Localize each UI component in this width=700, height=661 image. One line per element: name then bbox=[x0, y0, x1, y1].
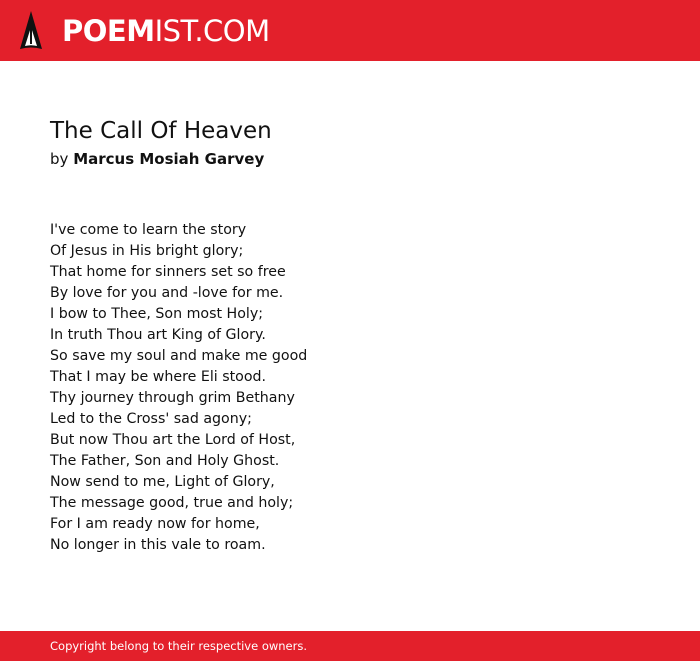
poem-line: The Father, Son and Holy Ghost. bbox=[50, 453, 280, 469]
site-wordmark bbox=[62, 13, 270, 48]
poem-line: I've come to learn the story bbox=[50, 222, 247, 238]
author-name: Marcus Mosiah Garvey bbox=[73, 150, 265, 168]
poem-line: Of Jesus in His bright glory; bbox=[50, 243, 244, 259]
poem-line: By love for you and -love for me. bbox=[50, 285, 284, 301]
poem-line: That home for sinners set so free bbox=[50, 264, 286, 280]
byline bbox=[50, 148, 650, 170]
by-label: by bbox=[50, 150, 69, 168]
poem-line: But now Thou art the Lord of Host, bbox=[50, 432, 296, 448]
poem-line: No longer in this vale to roam. bbox=[50, 537, 266, 553]
copyright-text: Copyright belong to their respective owners. bbox=[50, 639, 308, 653]
poem-line: So save my soul and make me good bbox=[50, 348, 308, 364]
poem-line: For I am ready now for home, bbox=[50, 516, 260, 532]
wordmark-bold: POEM bbox=[62, 13, 155, 48]
poem-line: Thy journey through grim Bethany bbox=[50, 390, 295, 406]
site-logo-link[interactable] bbox=[18, 8, 270, 54]
poem-body bbox=[50, 220, 650, 556]
poem-line: That I may be where Eli stood. bbox=[50, 369, 267, 385]
poem-line: Led to the Cross' sad agony; bbox=[50, 411, 252, 427]
wordmark-light: IST.COM bbox=[154, 13, 270, 48]
poem-line: I bow to Thee, Son most Holy; bbox=[50, 306, 263, 322]
site-footer bbox=[0, 631, 700, 661]
poem-line: In truth Thou art King of Glory. bbox=[50, 327, 266, 343]
poem-line: Now send to me, Light of Glory, bbox=[50, 474, 275, 490]
pen-nib-icon bbox=[18, 9, 44, 53]
site-header bbox=[0, 0, 700, 61]
poem-content bbox=[50, 115, 650, 556]
poem-title: The Call Of Heaven bbox=[50, 118, 272, 144]
poem-line: The message good, true and holy; bbox=[50, 495, 294, 511]
